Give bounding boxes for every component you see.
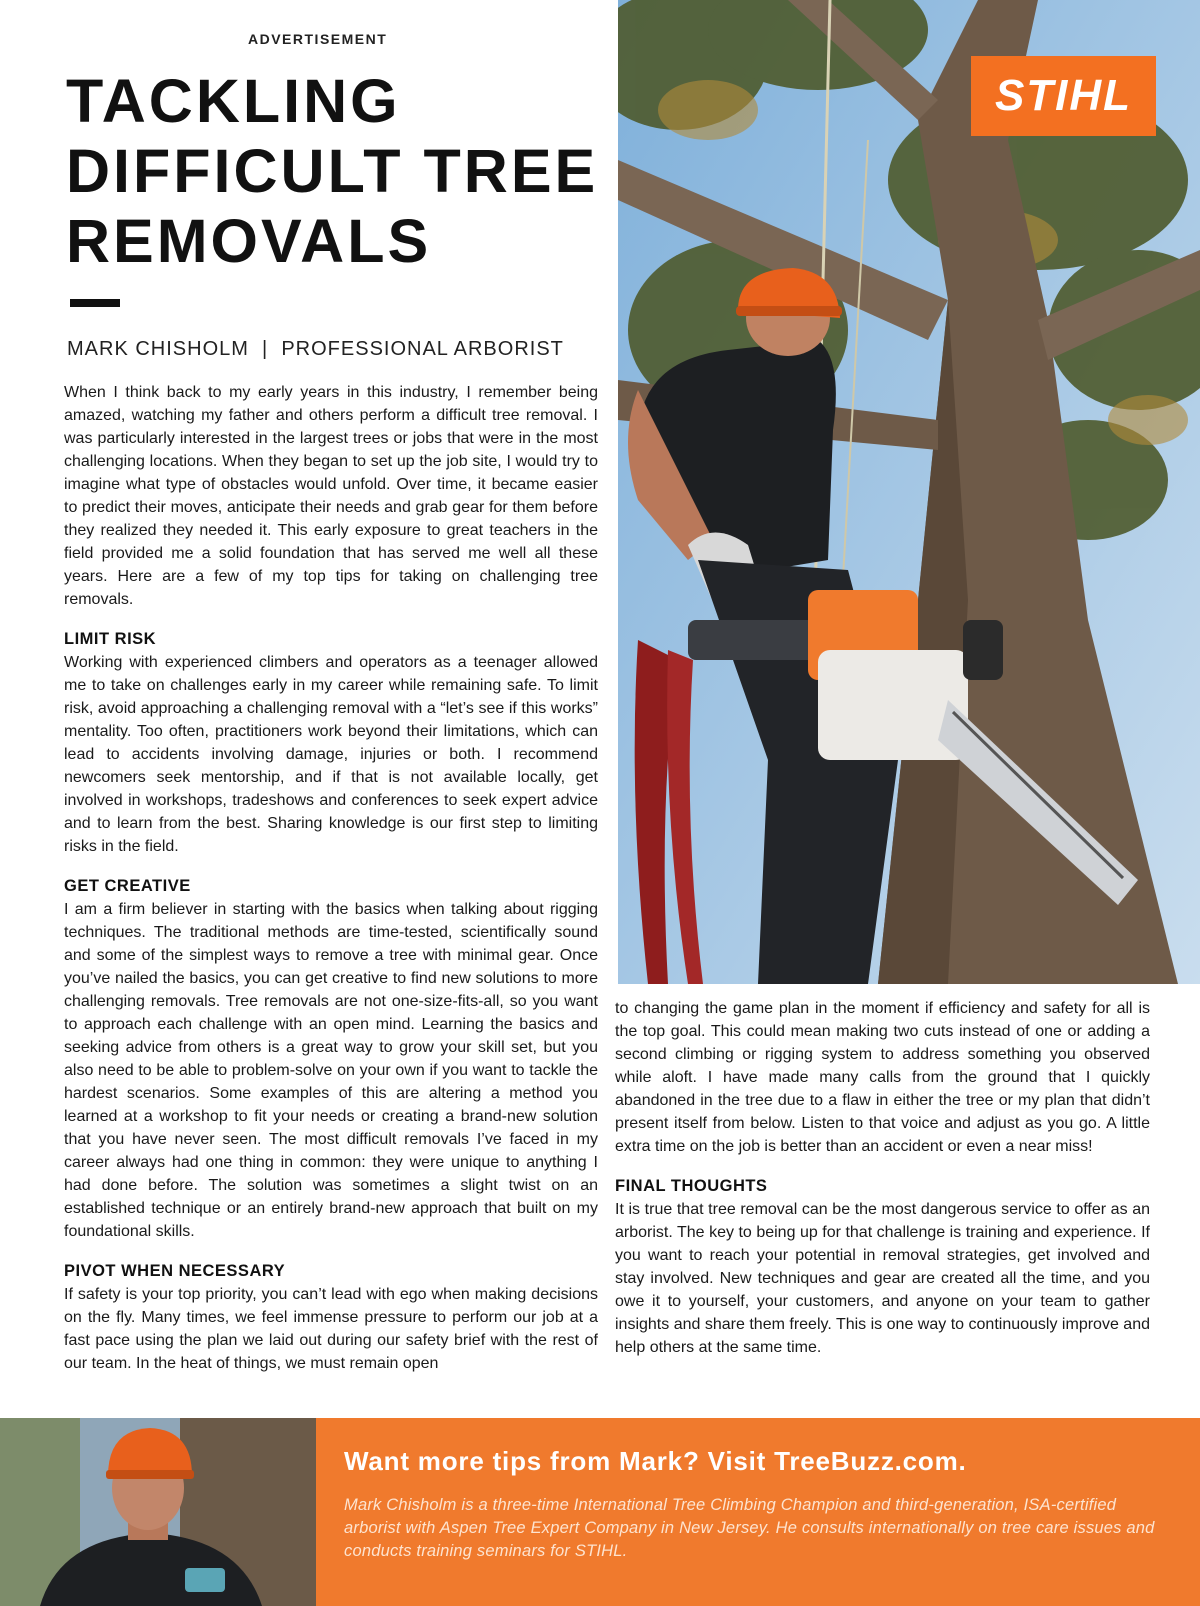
article-column-right <box>615 997 1150 1376</box>
title-divider <box>70 299 120 307</box>
section-body-pivot-part1: If safety is your top priority, you can’t lead with ego when making decisions on the fly. Many times, we feel immense pressure to perform our job at a fast pace using the plan we laid out during our safety brief with the rest of our team. In the heat of things, we must remain open <box>64 1286 598 1372</box>
section-heading-pivot: PIVOT WHEN NECESSARY <box>64 1262 286 1280</box>
arborist-chainsaw-photo <box>618 0 1200 984</box>
author-bio: Mark Chisholm is a three-time International Tree Climbing Champion and third-generation, ISA-certified arborist with Aspen Tree Expert Company in New Jersey. He consults internationally on tree care issues and conducts training seminars for STIHL. <box>344 1496 1155 1560</box>
section-heading-limit-risk: LIMIT RISK <box>64 630 157 648</box>
title-line: DIFFICULT TREE <box>66 137 599 205</box>
author-portrait-photo <box>0 1418 316 1606</box>
intro-paragraph: When I think back to my early years in this industry, I remember being amazed, watching my father and others perform a difficult tree removal. I was particularly interested in the largest trees or jobs that were in the most challenging locations. When they began to set up the job site, I would try to imagine what type of obstacles would unfold. Over time, it became easier to predict their moves, anticipate their needs and grab gear for them before they realized they needed it. This early exposure to great teachers in the field provided me a solid foundation that has served me well all these years. Here are a few of my top tips for taking on challenging tree removals. <box>64 384 598 608</box>
article-title <box>66 66 626 276</box>
stihl-logo <box>971 56 1156 136</box>
title-line: REMOVALS <box>66 207 432 275</box>
title-line: TACKLING <box>66 67 401 135</box>
section-body-limit-risk: Working with experienced climbers and operators as a teenager allowed me to take on challenges early in my career while remaining safe. To limit risk, avoid approaching a challenging removal with a “let’s see if this works” mentality. Too often, practitioners work beyond their limitations, which can lead to accidents involving damage, injuries or both. I recommend newcomers seek mentorship, and if that is not available locally, get involved in workshops, tradeshows and conferences to seek expert advice and to learn from the best. Sharing knowledge is our first step to limiting risks in the field. <box>64 654 598 855</box>
section-heading-final-thoughts: FINAL THOUGHTS <box>615 1177 768 1195</box>
banner-text-panel <box>316 1418 1200 1606</box>
author-byline: MARK CHISHOLM | PROFESSIONAL ARBORIST <box>67 338 564 360</box>
section-body-final-thoughts: It is true that tree removal can be the most dangerous service to offer as an arborist. The key to being up for that challenge is training and experience. If you want to reach your potential in removal strategies, get involved and stay involved. New techniques and gear are created all the time, and you owe it to yourself, your customers, and anyone on your team to gather insights and share them freely. This is one way to continuously improve and help others at the same time. <box>615 1201 1150 1356</box>
section-heading-get-creative: GET CREATIVE <box>64 877 191 895</box>
article-column-left <box>64 381 598 1392</box>
banner-headline: Want more tips from Mark? Visit TreeBuzz.com. <box>344 1446 967 1476</box>
promo-banner <box>0 1418 1200 1606</box>
section-body-pivot-part2: to changing the game plan in the moment if efficiency and safety for all is the top goal. This could mean making two cuts instead of one or adding a second climbing or rigging system to address something you observed while aloft. I have made many calls from the ground that I quickly abandoned in the tree due to a flaw in either the tree or my plan that didn’t present itself from below. Listen to that voice and adjust as you go. A little extra time on the job is better than an accident or even a near miss! <box>615 1000 1150 1155</box>
advertisement-label: ADVERTISEMENT <box>248 31 388 47</box>
section-body-get-creative: I am a firm believer in starting with the basics when talking about rigging techniques. The traditional methods are time-tested, scientifically sound and some of the simplest ways to remove a tree with minimal gear. Once you’ve nailed the basics, you can get creative to find new solutions to more challenging removals. Tree removals are not one-size-fits-all, so you want to approach each challenge with an open mind. Learning the basics and seeking advice from others is a great way to grow your skill set, but you also need to be able to problem-solve on your own if you want to tackle the hardest scenarios. Some examples of this are altering a method you learned at a workshop to fit your needs or creating a brand-new solution that you have never seen. The most difficult removals I’ve faced in my career always had one thing in common: they were unique to anything I had done before. The solution was sometimes a slight twist on an established technique or an entirely brand-new approach that built on my foundational skills. <box>64 901 598 1240</box>
stihl-logo-text: STIHL <box>994 71 1133 120</box>
